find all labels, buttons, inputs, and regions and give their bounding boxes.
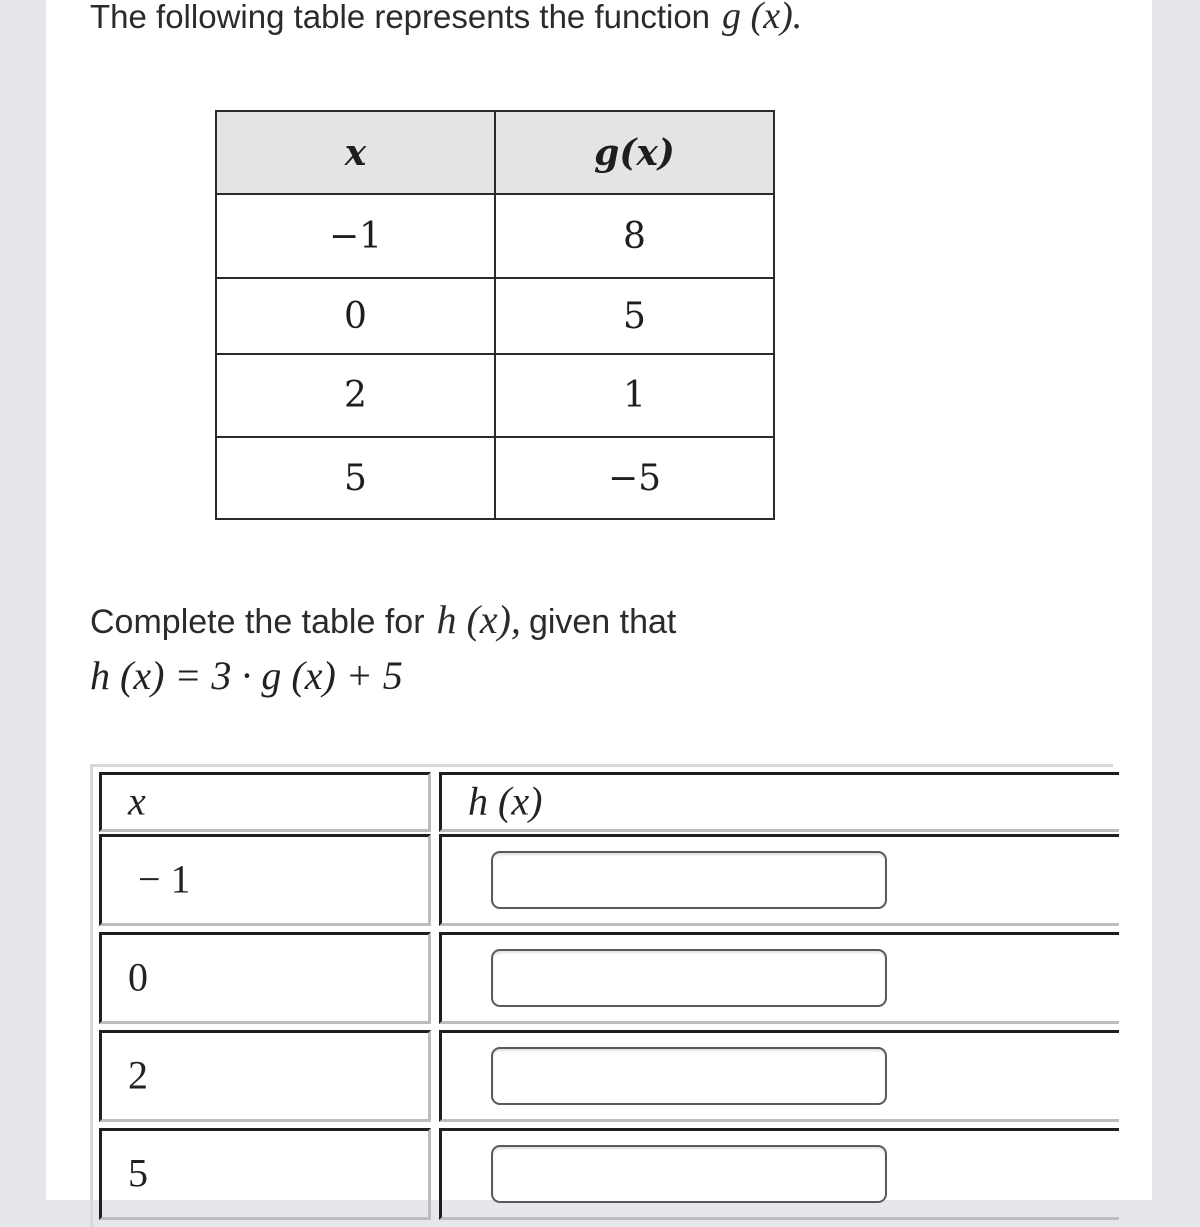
g-table-cell-gx: 5: [495, 278, 774, 354]
h-value-input-4[interactable]: [491, 1145, 887, 1203]
h-table-x-value: − 1: [138, 856, 191, 902]
h-table-cell-x: [99, 932, 431, 1024]
h-table-x-value: 0: [128, 954, 148, 1000]
h-table-header-hx: h (x): [468, 778, 543, 824]
h-table-x-value: 5: [128, 1150, 148, 1196]
g-function-table: [215, 110, 775, 520]
h-table-cell-hx: [439, 1128, 1119, 1220]
intro-sentence: [90, 0, 802, 38]
h-function-table: [90, 764, 1113, 1227]
intro-text: The following table represents the function: [90, 0, 711, 35]
h-table-header-row: [99, 772, 1115, 832]
g-table-cell-gx: 1: [495, 354, 774, 437]
h-table-header-x-cell: [99, 772, 431, 832]
table-row: [99, 834, 1115, 926]
h-table-header-hx-cell: [439, 772, 1119, 832]
g-table-cell-x: 0: [216, 278, 495, 354]
g-table-cell-x: 2: [216, 354, 495, 437]
table-row: [216, 194, 774, 278]
h-table-cell-hx: [439, 834, 1119, 926]
h-value-input-3[interactable]: [491, 1047, 887, 1105]
question-page: [46, 0, 1152, 1200]
intro-function: g (x).: [722, 0, 803, 37]
table-row: [216, 278, 774, 354]
g-table-header-row: [216, 111, 774, 194]
table-row: [216, 437, 774, 519]
h-value-input-1[interactable]: [491, 851, 887, 909]
table-row: [99, 932, 1115, 1024]
h-table-cell-hx: [439, 1030, 1119, 1122]
prompt-function: h (x),: [436, 597, 521, 642]
prompt-text-before: Complete the table for: [90, 603, 425, 641]
table-row: [216, 354, 774, 437]
prompt-sentence: [90, 596, 676, 643]
h-table-cell-x: [99, 1030, 431, 1122]
g-table-cell-gx: −5: [495, 437, 774, 519]
prompt-text-after: given that: [528, 603, 677, 641]
table-row: [99, 1128, 1115, 1220]
prompt-equation: h (x) = 3 · g (x) + 5: [90, 653, 403, 698]
g-table-cell-x: 5: [216, 437, 495, 519]
h-table-x-value: 2: [128, 1052, 148, 1098]
g-table-header-x: x: [216, 111, 495, 194]
h-table-cell-x: [99, 1128, 431, 1220]
h-value-input-2[interactable]: [491, 949, 887, 1007]
g-table-cell-gx: 8: [495, 194, 774, 278]
h-table-cell-x: [99, 834, 431, 926]
h-table-header-x: x: [128, 778, 146, 824]
g-table-cell-x: −1: [216, 194, 495, 278]
g-table-header-gx: g(x): [495, 111, 774, 194]
table-row: [99, 1030, 1115, 1122]
h-table-cell-hx: [439, 932, 1119, 1024]
